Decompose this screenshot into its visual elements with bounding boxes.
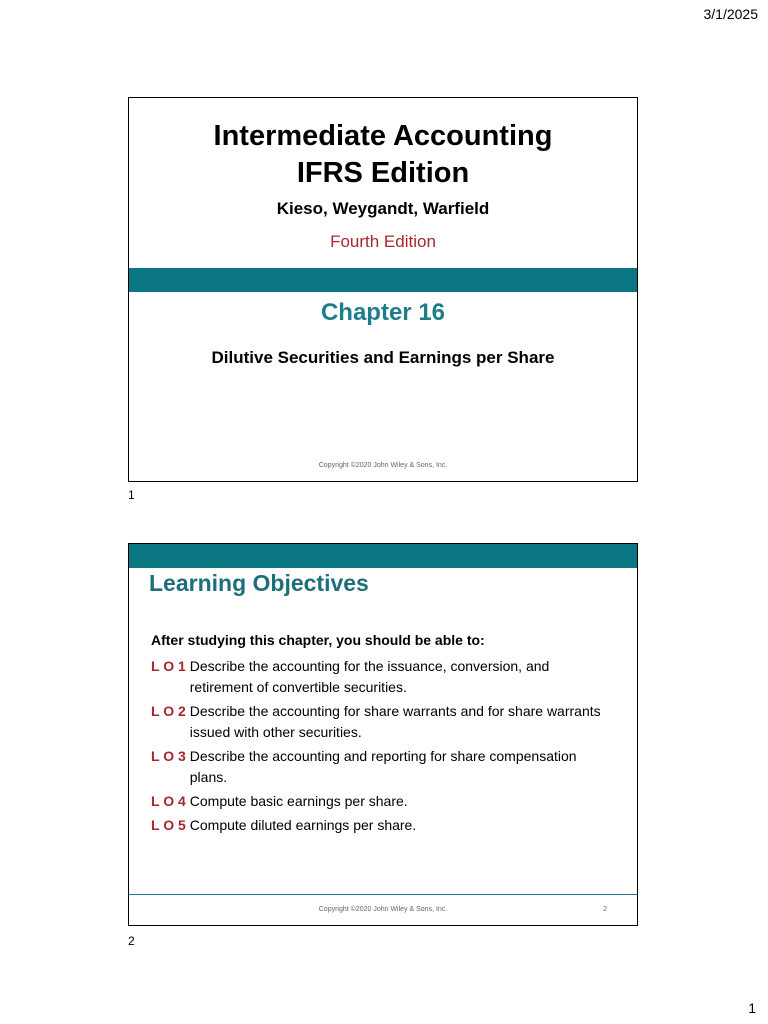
footer-divider — [129, 894, 637, 895]
list-item — [151, 815, 611, 836]
lo-code: L O 5 — [151, 817, 186, 833]
chapter-subtitle: Dilutive Securities and Earnings per Share — [211, 348, 555, 367]
slide-1-title — [129, 118, 637, 192]
lo-code: L O 1 — [151, 658, 186, 674]
lo-text: Describe the accounting for share warrants and for share warrants issued with other securities. — [189, 703, 601, 740]
lo-text: Describe the accounting and reporting for share compensation plans. — [189, 748, 577, 785]
lo-code: L O 3 — [151, 748, 186, 764]
list-item — [151, 791, 611, 812]
lo-text: Compute diluted earnings per share. — [189, 817, 417, 833]
slide-2 — [128, 543, 638, 926]
lo-code: L O 2 — [151, 703, 186, 719]
chapter-heading: Chapter 16 — [320, 299, 446, 326]
title-line-2: IFRS Edition — [296, 157, 470, 189]
objectives-intro: After studying this chapter, you should be able to: — [151, 632, 485, 648]
edition: Fourth Edition — [330, 232, 436, 251]
copyright-notice: Copyright ©2020 John Wiley & Sons, Inc. — [318, 462, 448, 469]
lo-code: L O 4 — [151, 793, 186, 809]
authors: Kieso, Weygandt, Warfield — [276, 199, 490, 218]
slide-2-number: 2 — [128, 934, 135, 948]
page-number: 1 — [748, 1000, 756, 1016]
list-item — [151, 656, 611, 698]
title-line-1: Intermediate Accounting — [213, 120, 553, 152]
slide-1 — [128, 97, 638, 482]
print-date: 3/1/2025 — [703, 6, 758, 22]
teal-header-band — [129, 544, 637, 568]
slide-1-number: 1 — [128, 488, 135, 502]
slide-2-title: Learning Objectives — [149, 570, 369, 596]
learning-objectives-list — [151, 656, 611, 839]
copyright-notice: Copyright ©2020 John Wiley & Sons, Inc. — [318, 906, 448, 913]
list-item — [151, 701, 611, 743]
list-item — [151, 746, 611, 788]
slide-footer-page-number: 2 — [603, 906, 607, 913]
teal-divider-band — [129, 268, 637, 292]
lo-text: Describe the accounting for the issuance, conversion, and retirement of convertible securities. — [189, 658, 550, 695]
lo-text: Compute basic earnings per share. — [189, 793, 408, 809]
